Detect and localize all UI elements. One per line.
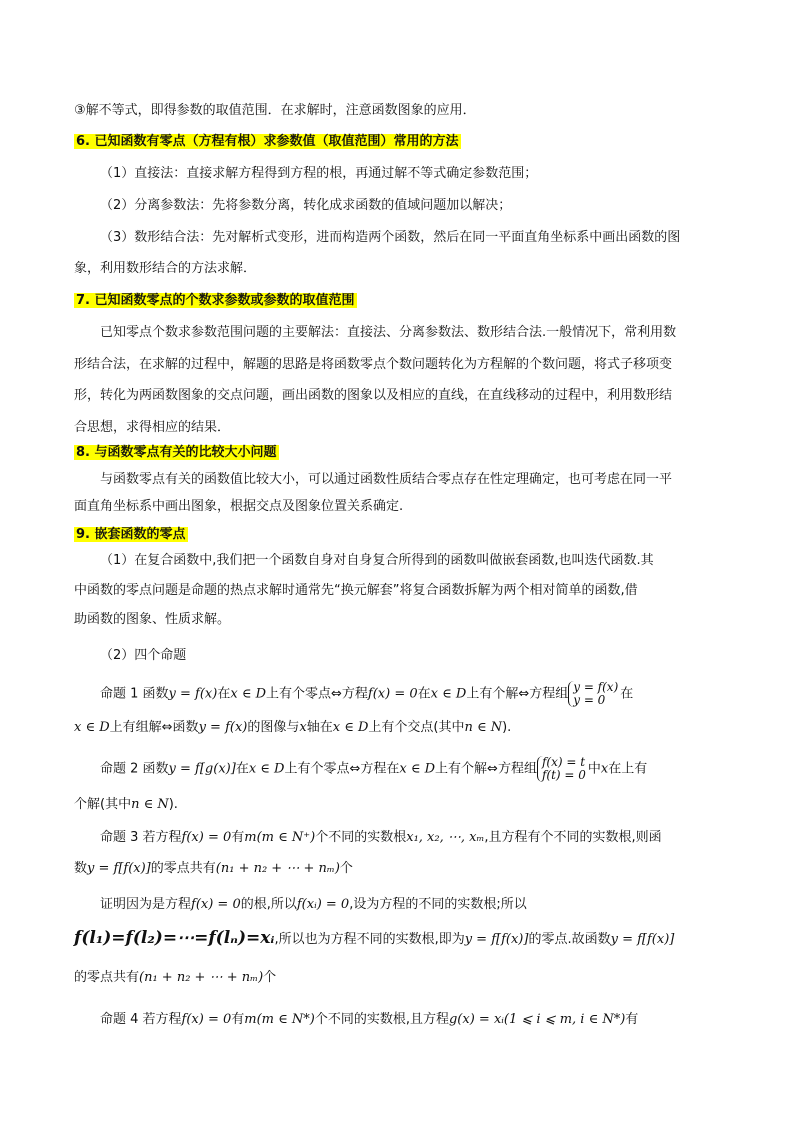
text-line: （2）分离参数法：先将参数分离，转化成求函数的值域问题加以解决； [100, 198, 512, 213]
math-run: f(l₁)=f(l₂)=⋯=f(lₙ)=xᵢ [74, 928, 275, 948]
equation-system [568, 681, 618, 707]
text-line: （1）在复合函数中,我们把一个函数自身对自身复合所得到的函数叫做嵌套函数,也叫迭代函数.其 [100, 553, 654, 568]
math-run: g(x) = xᵢ(1 ⩽ i ⩽ m, i ∈ N*) [448, 1012, 626, 1027]
system-row: y = 0 [573, 693, 606, 707]
text-line: 中函数的零点问题是命题的热点求解时通常先“换元解套”将复合函数拆解为两个相对简单的函数,借 [74, 583, 638, 598]
text-run: 的根,所以 [240, 897, 297, 912]
math-run: m(m ∈ N*) [244, 1012, 315, 1027]
math-run: (n₁ + n₂ + ⋯ + nₘ) [215, 861, 340, 876]
text-line: 助函数的图象、性质求解。 [74, 612, 231, 627]
equation-system [537, 756, 586, 782]
text-line: （1）直接法：直接求解方程得到方程的根，再通过解不等式确定参数范围； [100, 166, 538, 181]
proof-line-1 [100, 895, 527, 915]
text-run: 证明因为是方程 [100, 897, 192, 912]
system-row: y = f(x) [573, 680, 619, 694]
math-run: x ∈ D [430, 686, 467, 702]
text-run: 个不同的实数根 [315, 830, 407, 845]
math-run: y = f(x) [198, 720, 248, 735]
heading-text: 6. 已知函数有零点（方程有根）求参数值（取值范围）常用的方法 [76, 134, 459, 149]
proposition-1-line-2 [74, 718, 511, 738]
text-run: 上有个解⇔方程组 [466, 686, 569, 702]
text-run: 个不同的实数根,且方程 [314, 1012, 449, 1027]
text-run: 在 [217, 686, 231, 702]
math-run: f(xᵢ) = 0 [296, 897, 350, 912]
text-run: 在 [417, 686, 431, 702]
math-run: x ∈ D [74, 720, 110, 735]
heading-text: 9. 嵌套函数的零点 [76, 527, 186, 542]
section-heading-6 [74, 132, 461, 152]
text-run: ,所以也为方程不同的实数根,即为 [274, 932, 465, 947]
text-run: 上有个零点⇔方程 [266, 686, 368, 702]
proof-line-3 [74, 968, 276, 988]
text-run: ,且方程有个不同的实数根,则函 [484, 830, 662, 845]
math-run: (n₁ + n₂ + ⋯ + nₘ) [139, 970, 264, 985]
heading-text: 8. 与函数零点有关的比较大小问题 [76, 445, 277, 460]
system-row: f(x) = t [541, 755, 586, 769]
math-run: y = f[f(x)] [610, 932, 675, 947]
math-run: x [600, 761, 609, 777]
section-heading-7 [74, 291, 357, 311]
system-row: f(t) = 0 [541, 768, 586, 782]
text-run: 的零点共有 [74, 970, 140, 985]
proposition-1-line-1 [100, 681, 633, 707]
math-run: x ∈ D [248, 761, 285, 777]
text-run: ). [502, 720, 512, 735]
section-heading-9 [74, 525, 188, 545]
text-line: 象，利用数形结合的方法求解． [74, 261, 257, 276]
math-run: x [299, 720, 307, 735]
text-run: 上有个零点⇔方程在 [284, 761, 400, 777]
math-run: f(x) = 0 [367, 686, 418, 702]
text-line: 形结合法，在求解的过程中，解题的思路是将函数零点个数问题转化为方程解的个数问题，将式子移项变 [74, 357, 673, 372]
text-run: 在 [620, 686, 634, 702]
proposition-3-line-2 [74, 859, 353, 879]
proof-line-2 [74, 928, 674, 950]
text-run: ,设为方程的不同的实数根;所以 [349, 897, 527, 912]
proposition-2-line-2 [74, 795, 178, 815]
heading-text: 7. 已知函数零点的个数求参数或参数的取值范围 [76, 293, 355, 308]
math-run: x ∈ D [399, 761, 436, 777]
text-run: 上有组解⇔函数 [109, 720, 199, 735]
text-run: 个 [339, 861, 353, 876]
text-run: 有 [625, 1012, 639, 1027]
math-run: y = f[f(x)] [87, 861, 151, 876]
text-run: 在 [235, 761, 249, 777]
math-run: y = f[g(x)] [168, 761, 236, 777]
text-run: 数 [74, 861, 88, 876]
text-run: 个解(其中 [74, 797, 132, 812]
text-run: 命题 1 函数 [100, 686, 169, 702]
section-heading-8 [74, 443, 279, 463]
text-line: ③解不等式，即得参数的取值范围．在求解时，注意函数图象的应用． [74, 103, 476, 118]
text-line: 已知零点个数求参数范围问题的主要解法：直接法、分离参数法、数形结合法.一般情况下，常利用数 [100, 325, 677, 340]
math-run: y = f[f(x)] [464, 932, 529, 947]
text-run: 命题 4 若方程 [100, 1012, 182, 1027]
math-run: n ∈ N [131, 797, 169, 812]
math-run: y = f(x) [168, 686, 218, 702]
text-run: 有 [231, 830, 245, 845]
text-line: 面直角坐标系中画出图象，根据交点及图象位置关系确定. [74, 499, 404, 514]
math-run: f(x) = 0 [181, 1012, 232, 1027]
text-run: 中 [587, 761, 601, 777]
proposition-2-line-1 [100, 756, 647, 782]
text-line: 与函数零点有关的函数值比较大小，可以通过函数性质结合零点存在性定理确定，也可考虑在同一平 [100, 472, 673, 487]
text-run: 有 [231, 1012, 245, 1027]
text-line: （3）数形结合法：先对解析式变形，进而构造两个函数，然后在同一平面直角坐标系中画出函数的图 [100, 230, 681, 245]
text-run: 命题 3 若方程 [100, 830, 182, 845]
math-run: f(x) = 0 [191, 897, 241, 912]
math-run: x₁, x₂, ⋯, xₘ [406, 830, 485, 845]
text-run: 上有个解⇔方程组 [435, 761, 537, 777]
text-line: 形，转化为两函数图象的交点问题，画出函数的图象以及相应的直线，在直线移动的过程中，利用数形结 [74, 388, 673, 403]
proposition-4-line-1 [100, 1010, 638, 1030]
text-run: 的零点.故函数 [528, 932, 611, 947]
math-run: x ∈ D [332, 720, 369, 735]
text-run: 的图像与 [247, 720, 300, 735]
text-line: （2）四个命题 [100, 648, 187, 663]
math-run: x ∈ D [230, 686, 267, 702]
text-run: 个 [263, 970, 277, 985]
math-run: m(m ∈ N⁺) [244, 830, 316, 845]
proposition-3-line-1 [100, 828, 662, 848]
math-run: n ∈ N [464, 720, 503, 735]
text-run: 在上有 [608, 761, 648, 777]
math-run: f(x) = 0 [181, 830, 232, 845]
text-line: 合思想，求得相应的结果． [74, 420, 231, 435]
text-run: 上有个交点(其中 [368, 720, 465, 735]
text-run: 轴在 [306, 720, 333, 735]
text-run: ). [168, 797, 178, 812]
text-run: 的零点共有 [150, 861, 216, 876]
text-run: 命题 2 函数 [100, 761, 169, 777]
